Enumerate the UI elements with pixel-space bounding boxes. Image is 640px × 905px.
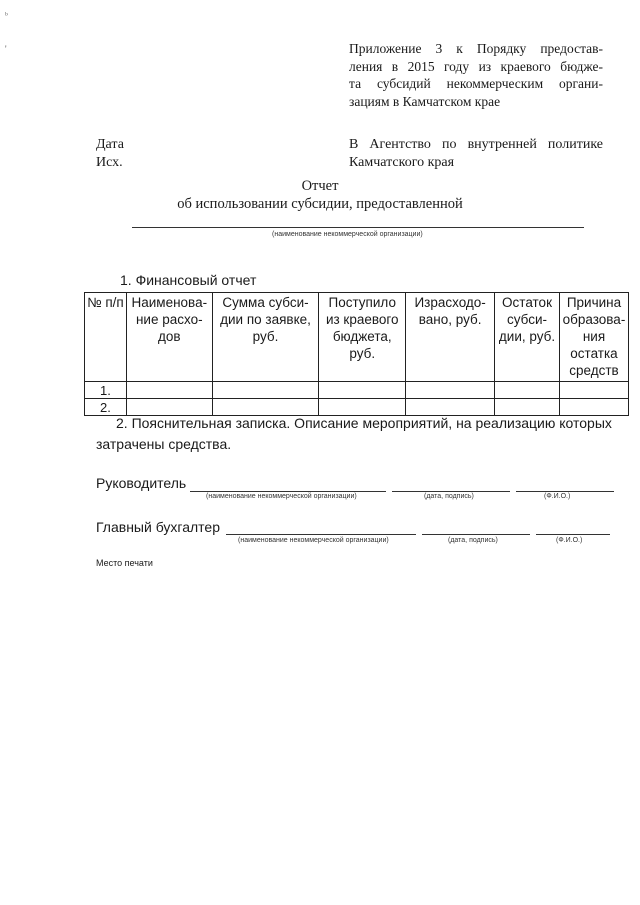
org-name-line <box>132 227 584 228</box>
annex-line: Приложение 3 к Порядку предостав- <box>349 41 603 56</box>
table-cell[interactable] <box>126 382 212 399</box>
annex-line: та субсидий некоммерческим органи- <box>349 76 603 91</box>
table-cell[interactable] <box>212 382 319 399</box>
head-sign-hint: (дата, подпись) <box>424 493 474 500</box>
column-header: Израсходо-вано, руб. <box>406 293 495 382</box>
org-name-hint: (наименование некоммерческой организации) <box>272 231 423 238</box>
column-header: Наименова-ние расхо-дов <box>126 293 212 382</box>
report-subtitle: об использовании субсидии, предоставленной <box>177 196 463 212</box>
stamp-place-label: Место печати <box>96 558 153 568</box>
addressee-line: В Агентство по внутренней политике <box>349 137 603 152</box>
report-title: Отчет <box>301 178 339 194</box>
column-header: Сумма субси-дии по заявке, руб. <box>212 293 319 382</box>
table-row <box>85 382 629 399</box>
accountant-signature-label: Главный бухгалтер <box>96 519 220 535</box>
column-header: Поступило из краевого бюджета, руб. <box>319 293 406 382</box>
table-cell[interactable] <box>495 382 560 399</box>
explanatory-note <box>96 413 616 455</box>
addressee-line: Камчатского края <box>349 155 455 170</box>
accountant-sign-line[interactable] <box>422 534 530 535</box>
accountant-org-hint: (наименование некоммерческой организации) <box>238 537 389 544</box>
section-financial-heading: 1. Финансовый отчет <box>120 272 257 288</box>
column-header: № п/п <box>85 293 127 382</box>
head-sign-line[interactable] <box>392 491 510 492</box>
column-header: Остаток субси-дии, руб. <box>495 293 560 382</box>
table-cell[interactable] <box>319 382 406 399</box>
financial-report-table <box>84 292 629 416</box>
explanatory-note-text: 2. Пояснительная записка. Описание мероприятий, на реализацию которых затрачены средства. <box>96 415 612 452</box>
table-cell[interactable] <box>406 382 495 399</box>
accountant-name-line[interactable] <box>536 534 610 535</box>
table-header-row <box>85 293 629 382</box>
date-label: Дата <box>96 137 124 152</box>
document-meta <box>96 136 124 172</box>
accountant-org-line[interactable] <box>226 534 416 535</box>
annex-note <box>349 40 603 110</box>
table-cell-number: 2. <box>85 399 127 416</box>
accountant-name-hint: (Ф.И.О.) <box>556 537 583 544</box>
table-cell[interactable] <box>559 382 628 399</box>
head-org-hint: (наименование некоммерческой организации) <box>206 493 357 500</box>
addressee <box>349 136 603 172</box>
table-cell-number: 1. <box>85 382 127 399</box>
annex-line: ления в 2015 году из краевого бюдже- <box>349 58 603 74</box>
margin-mark: ᵇ <box>5 10 8 20</box>
margin-mark: ' <box>5 44 7 54</box>
outgoing-label: Исх. <box>96 155 123 170</box>
accountant-sign-hint: (дата, подпись) <box>448 537 498 544</box>
head-name-hint: (Ф.И.О.) <box>544 493 571 500</box>
head-name-line[interactable] <box>516 491 614 492</box>
head-org-line[interactable] <box>190 491 386 492</box>
annex-line: зациям в Камчатском крае <box>349 93 501 109</box>
head-signature-label: Руководитель <box>96 475 187 491</box>
column-header: Причина образова-ния остатка средств <box>559 293 628 382</box>
